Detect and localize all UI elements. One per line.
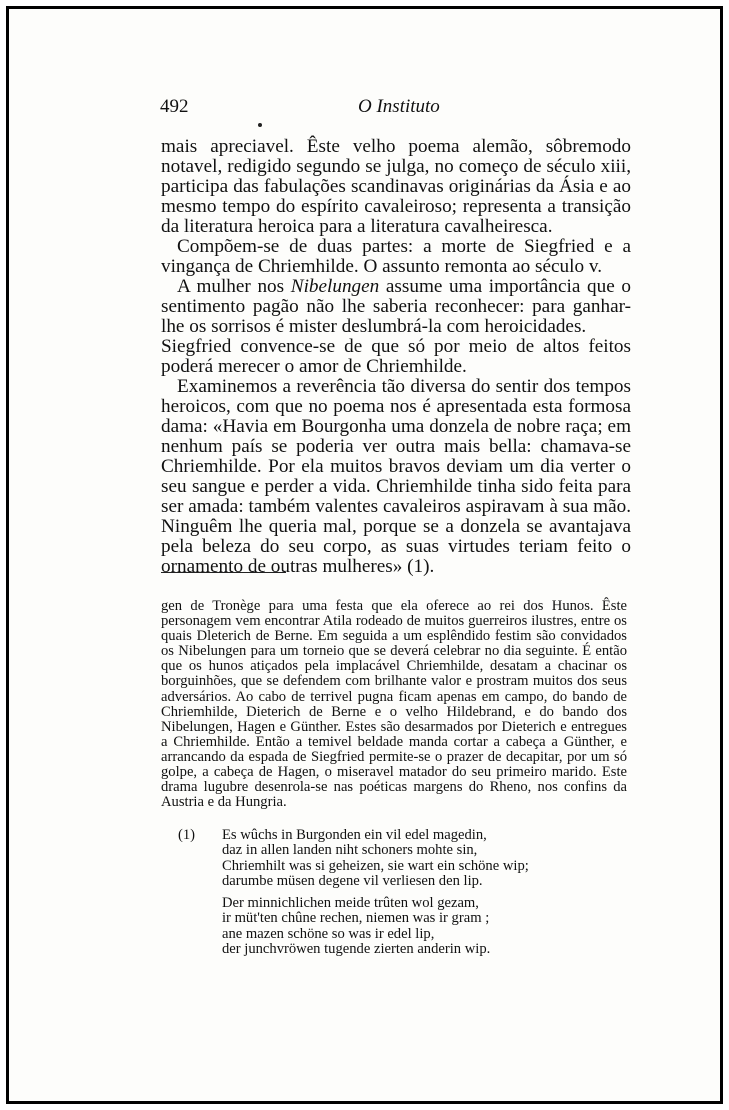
- footnote-text: gen de Tronège para uma festa que ela oferece ao rei dos Hunos. Êste personagem vem encontrar Atila rodeado de muitos guerreiros ilustres, entre os quais Dleterich de Berne. Em seguida a um esplêndido festim são convidados os Nibelungen para um torneio que se deverá celebrar no dia seguinte. É então que os hunos atiçados pela implacável Chriemhilde, desatam a chacinar os borguinhões, que se defendem com brilhante valor e prostram muitos dos seus adversários. Ao cabo de terrivel pugna ficam apenas em campo, do bando de Chriemhilde, Dieterich de Berne e o velho Hildebrand, e do bando dos Nibelungen, Hagen e Günther. Estes são desarmados por Dieterich e entregues a Chriemhilde. Então a temivel beldade manda cortar a cabeça a Günther, e arrancando da espada de Siegfried permite-se o prazer de decapitar, por um só golpe, a cabeça de Hagen, o miseravel matador do seu primeiro marido. Este drama lugubre desenrola-se nas poéticas margens do Rheno, nos confins da Austria e da Hungria.: [161, 598, 627, 811]
- poem-line: ane mazen schöne so was ir edel lip,: [222, 925, 435, 942]
- paragraph-4: Siegfried convence-se de que só por meio de altos feitos poderá merecer o amor de Chriemhilde.: [161, 336, 631, 377]
- footnote-number: (1): [178, 827, 196, 843]
- journal-title: O Instituto: [358, 96, 440, 117]
- poem-line: Es wûchs in Burgonden ein vil edel magedin,: [222, 827, 487, 843]
- poem-line: der junchvröwen tugende zierten anderin wip.: [222, 941, 491, 958]
- poem-stanza-1: [222, 828, 529, 890]
- paragraph-5: Examinemos a reverência tão diversa do sentir dos tempos heroicos, com que no poema nos é apresentada esta formosa dama: «Havia em Bourgonha uma donzela de nobre raça; em nenhum país se poderia ver outra mais bella: chamava-se Chriemhilde. Por ela muitos bravos deviam um dia verter o seu sangue e perder a vida. Chriemhilde tinha sido feita para ser amada: também valentes cavaleiros aspiravam à sua mão. Ninguêm lhe queria mal, porque se a donzela se avantajava pela beleza do seu corpo, as suas virtudes teriam feito o ornamento de outras mulheres» (1).: [161, 376, 631, 577]
- footnote-rule: [161, 572, 286, 573]
- nibelungen-title: Nibelungen: [290, 276, 380, 297]
- poem-line: darumbe müsen degene vil verliesen den lip.: [222, 873, 483, 890]
- paragraph-3-lead: A mulher nos: [177, 276, 291, 297]
- main-text: [161, 137, 631, 577]
- page-header: [160, 96, 600, 120]
- poem-line: Chriemhilt was si geheizen, sie wart ein schöne wip;: [222, 857, 529, 874]
- paragraph-3-rest: assume uma importância que o sentimento pagão não lhe saberia reconhecer: para ganhar-lhe os sorrisos é mister deslumbrá-la com heroicidades.: [161, 276, 631, 337]
- poem-stanza-2: [222, 896, 490, 958]
- poem-line: Der minnichlichen meide trûten wol gezam,: [222, 895, 479, 911]
- paragraph-2: Compõem-se de duas partes: a morte de Siegfried e a vingança de Chriemhilde. O assunto remonta ao século v.: [161, 236, 631, 277]
- poem-line: daz in allen landen niht schoners mohte sin,: [222, 842, 478, 859]
- paragraph-3: [161, 277, 631, 337]
- header-dot: [258, 123, 262, 127]
- paragraph-1: mais apreciavel. Êste velho poema alemão, sôbremodo notavel, redigido segundo se julga, no começo de século xiii, participa das fabulações scandinavas originárias da Ásia e ao mesmo tempo do espírito cavaleiroso; representa a transição da literatura heroica para a literatura cavalheiresca.: [161, 136, 631, 237]
- page-number: 492: [160, 96, 189, 117]
- poem-line: ir müt'ten chûne rechen, niemen was ir gram ;: [222, 910, 490, 927]
- footnote-continued: [161, 599, 627, 810]
